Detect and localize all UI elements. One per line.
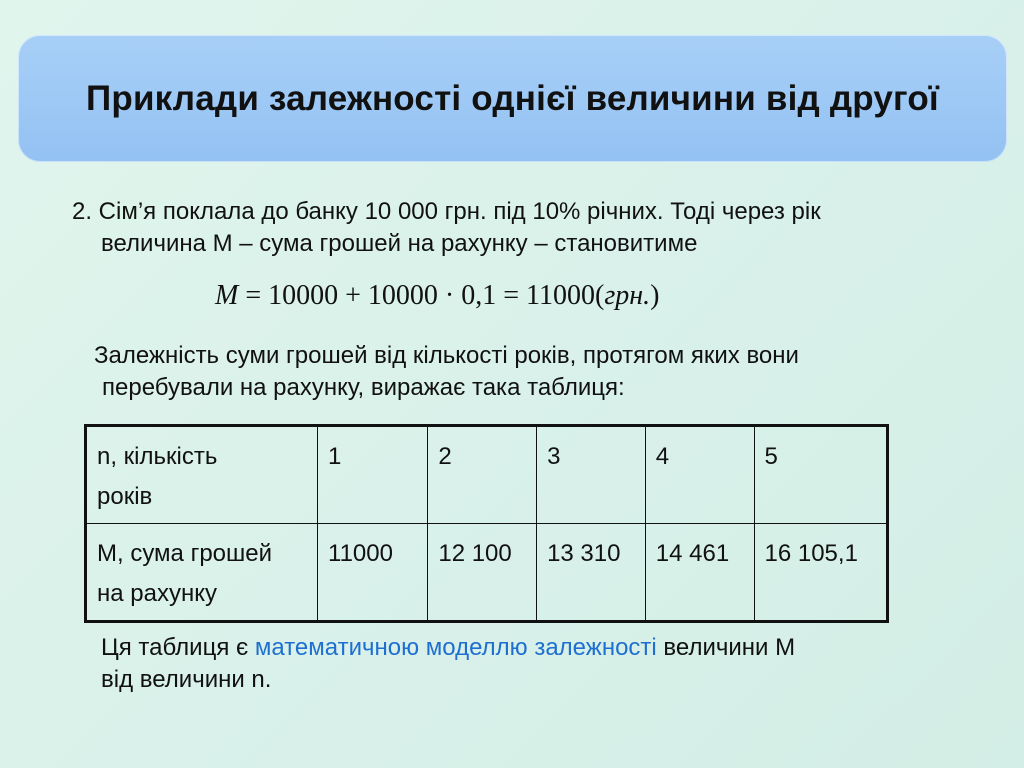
table-cell: 2	[428, 426, 537, 524]
formula-unit: грн.	[604, 280, 651, 311]
table-cell: 4	[645, 426, 754, 524]
table-cell: 13 310	[537, 524, 646, 622]
formula-close: )	[650, 280, 660, 311]
table-cell: 12 100	[428, 524, 537, 622]
table-cell: 1	[318, 426, 428, 524]
problem-line-1: 2. Сім’я поклала до банку 10 000 грн. під 10% річних. Тоді через рік	[72, 198, 821, 225]
table-cell: 14 461	[645, 524, 754, 622]
intro-line-2: перебували на рахунку, виражає така таблиця:	[102, 374, 625, 401]
conclusion-highlight: математичною моделлю залежності	[254, 634, 657, 661]
formula	[215, 280, 659, 312]
formula-variable: M	[215, 280, 239, 311]
conclusion-line-2: від величини n.	[101, 666, 272, 693]
conclusion-after: величини М	[656, 634, 796, 661]
table-row	[86, 426, 888, 524]
row-header-years: n, кількість років	[86, 426, 318, 524]
table-intro-paragraph	[94, 340, 994, 404]
data-table	[84, 424, 889, 623]
intro-line-1: Залежність суми грошей від кількості років, протягом яких вони	[94, 342, 799, 369]
table-cell: 5	[754, 426, 888, 524]
table-cell: 3	[537, 426, 646, 524]
row-header-money: М, сума грошей на рахунку	[86, 524, 318, 622]
formula-expression: = 10000 + 10000 · 0,1 = 11000(	[245, 280, 605, 311]
table-cell: 16 105,1	[754, 524, 888, 622]
slide-title: Приклади залежності однієї величини від другої	[86, 78, 939, 118]
conclusion-before: Ця таблиця є	[101, 634, 255, 661]
problem-paragraph	[72, 196, 992, 260]
table-row	[86, 524, 888, 622]
table-cell: 11000	[318, 524, 428, 622]
conclusion-paragraph	[101, 632, 981, 696]
problem-line-2: величина М – сума грошей на рахунку – становитиме	[101, 230, 698, 257]
title-bar	[18, 35, 1007, 162]
